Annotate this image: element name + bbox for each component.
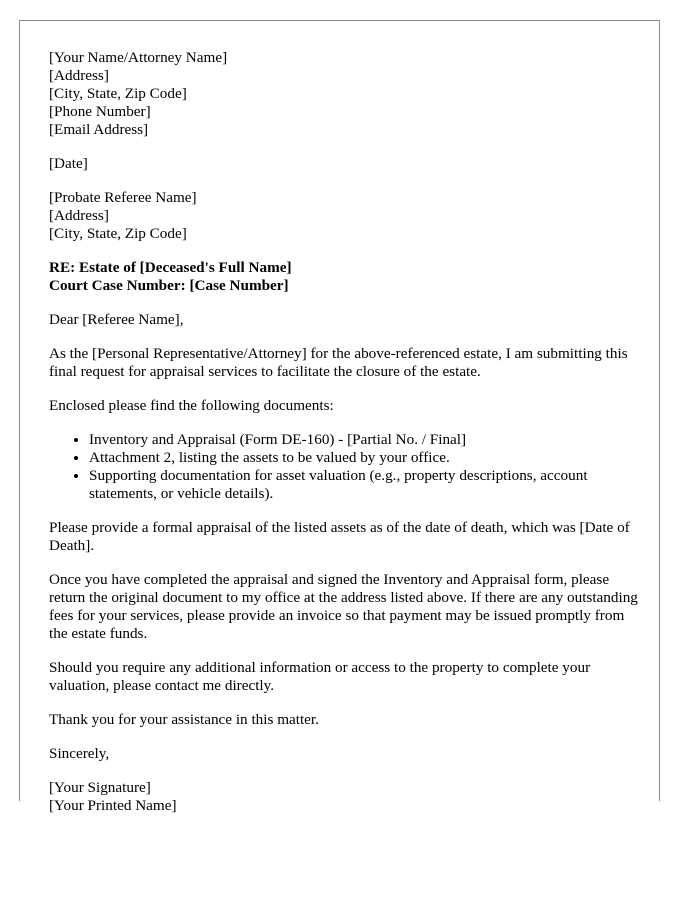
signature-line: [Your Signature] xyxy=(49,779,151,796)
re-case-line: Court Case Number: [Case Number] xyxy=(49,277,289,294)
intro-paragraph: As the [Personal Representative/Attorney] for the above-referenced estate, I am submitting this final request for appraisal services to facilitate the closure of the estate. xyxy=(49,345,628,380)
re-block xyxy=(49,259,639,295)
sender-address: [Address] xyxy=(49,67,109,84)
letter-content xyxy=(49,49,639,831)
document-item: • Attachment 2, listing the assets to be valued by your office. xyxy=(89,449,639,467)
printed-name-line: [Your Printed Name] xyxy=(49,797,177,814)
document-item: • Inventory and Appraisal (Form DE-160) - [Partial No. / Final] xyxy=(89,431,639,449)
date-block xyxy=(49,155,639,173)
provide-paragraph: Please provide a formal appraisal of the listed assets as of the date of death, which was [Date of Death]. xyxy=(49,519,630,554)
sender-block xyxy=(49,49,639,139)
sender-city-state-zip: [City, State, Zip Code] xyxy=(49,85,187,102)
thanks-paragraph: Thank you for your assistance in this matter. xyxy=(49,711,319,728)
recipient-city-state-zip: [City, State, Zip Code] xyxy=(49,225,187,242)
contact-paragraph: Should you require any additional information or access to the property to complete your valuation, please contact me directly. xyxy=(49,659,591,694)
document-item: • Supporting documentation for asset valuation (e.g., property descriptions, account statements, or vehicle details). xyxy=(89,467,639,503)
salutation: Dear [Referee Name], xyxy=(49,311,184,328)
return-paragraph: Once you have completed the appraisal and signed the Inventory and Appraisal form, please return the original document to my office at the address listed above. If there are any outstanding fees for your services, please provide an invoice so that payment may be issued promptly from the estate funds. xyxy=(49,571,638,642)
recipient-name: [Probate Referee Name] xyxy=(49,189,197,206)
letter-page xyxy=(19,20,660,814)
signature-block xyxy=(49,779,639,815)
enclosed-paragraph: Enclosed please find the following documents: xyxy=(49,397,334,414)
sender-email: [Email Address] xyxy=(49,121,149,138)
documents-list xyxy=(49,431,639,503)
letter-date: [Date] xyxy=(49,155,88,172)
sender-phone: [Phone Number] xyxy=(49,103,151,120)
closing: Sincerely, xyxy=(49,745,110,762)
re-estate-line: RE: Estate of [Deceased's Full Name] xyxy=(49,259,292,276)
recipient-address: [Address] xyxy=(49,207,109,224)
recipient-block xyxy=(49,189,639,243)
sender-name: [Your Name/Attorney Name] xyxy=(49,49,228,66)
